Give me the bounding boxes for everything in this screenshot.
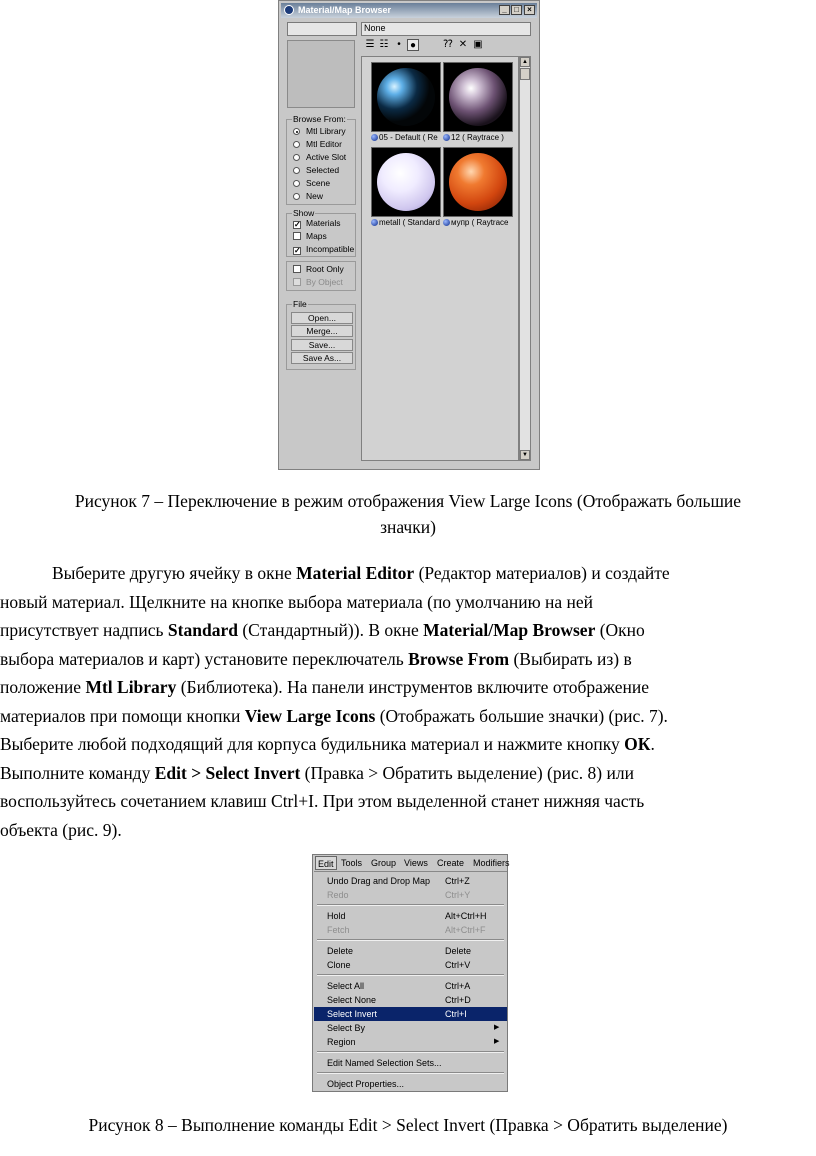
material-map-browser-window [278, 0, 540, 470]
checkmark-icon: ✓ [294, 246, 301, 255]
menu-separator [317, 1051, 504, 1053]
material-thumbnail[interactable] [371, 147, 441, 217]
checkbox-by-object: By Object [293, 276, 343, 288]
figure-8-caption: Рисунок 8 – Выполнение команды Edit > Select Invert (Правка > Обратить выделение) [88, 1115, 728, 1135]
material-label: 05 - Default ( Re [371, 133, 441, 143]
material-label: мупр ( Raytrace [443, 218, 515, 228]
menu-item-object-properties[interactable]: Object Properties... [327, 1079, 405, 1089]
radio-selected[interactable]: Selected [293, 164, 339, 176]
menu-item-delete[interactable]: Delete Delete [327, 946, 472, 956]
radio-icon [293, 180, 300, 187]
menu-edit[interactable]: Edit [315, 856, 337, 870]
minimize-icon[interactable]: _ [499, 5, 510, 15]
checkbox-incompatible[interactable]: ✓ Incompatible [294, 244, 355, 255]
material-name-input[interactable] [287, 22, 357, 36]
radio-icon [293, 154, 300, 161]
menu-item-select-all[interactable]: Select All Ctrl+A [327, 981, 471, 991]
menu-item-hold[interactable]: Hold Alt+Ctrl+H [327, 911, 487, 921]
menu-item-select-none[interactable]: Select None Ctrl+D [327, 995, 471, 1005]
view-large-icons-icon[interactable]: ● [407, 39, 419, 51]
material-thumbnail-grid [361, 56, 519, 461]
save-as-button[interactable]: Save As... [291, 352, 353, 364]
material-sphere-preview [449, 68, 507, 126]
checkbox-materials[interactable]: ✓ Materials [294, 218, 341, 229]
menu-group[interactable]: Group [371, 858, 397, 868]
menu-item-undo[interactable]: Undo Drag and Drop Map Ctrl+Z [327, 876, 470, 886]
maximize-icon[interactable]: □ [511, 5, 522, 15]
menu-item-clone[interactable]: Clone Ctrl+V [327, 960, 471, 970]
checkbox-icon [293, 232, 301, 240]
paragraph-line: Выполните команду Edit > Select Invert (Правка > Обратить выделение) (рис. 8) или [0, 762, 634, 783]
show-group [286, 208, 356, 257]
menu-separator [317, 904, 504, 906]
scroll-down-icon[interactable]: ▼ [520, 450, 530, 460]
material-type-field: None [361, 22, 531, 36]
window-titlebar[interactable] [281, 3, 537, 18]
figure-7-caption-line-1: Рисунок 7 – Переключение в режим отображения View Large Icons (Отображать большие [74, 491, 742, 511]
preview-swatch [287, 40, 355, 108]
material-type-icon [371, 134, 378, 141]
radio-active-slot[interactable]: Active Slot [293, 151, 346, 163]
menu-create[interactable]: Create [437, 858, 465, 868]
paragraph-line: Выберите любой подходящий для корпуса будильника материал и нажмите кнопку ОК. [0, 734, 655, 754]
paragraph-line: положение Mtl Library (Библиотека). На панели инструментов включите отображение [0, 677, 650, 697]
file-group [286, 299, 356, 370]
menu-bar [313, 855, 510, 871]
checkbox-icon [293, 265, 301, 273]
material-thumbnail[interactable] [443, 147, 513, 217]
menu-separator [317, 939, 504, 941]
file-title: File [293, 299, 307, 309]
paragraph-line: объекта (рис. 9). [0, 819, 122, 840]
open-button[interactable]: Open... [291, 312, 353, 324]
menu-item-fetch: Fetch Alt+Ctrl+F [327, 925, 486, 935]
radio-mtl-editor[interactable]: Mtl Editor [293, 138, 342, 150]
material-sphere-preview [377, 153, 435, 211]
radio-icon [293, 193, 300, 200]
radio-new[interactable]: New [293, 190, 323, 202]
edit-dropdown [314, 871, 507, 1092]
edit-menu-screenshot [312, 854, 508, 1092]
checkbox-icon [293, 278, 301, 286]
material-label: metall ( Standard [371, 218, 441, 228]
menu-item-redo: Redo Ctrl+Y [327, 890, 471, 900]
figure-7-caption [0, 488, 816, 540]
browse-from-title: Browse From: [293, 114, 346, 124]
radio-scene[interactable]: Scene [293, 177, 330, 189]
submenu-arrow-icon: ▶ [494, 1038, 500, 1045]
paragraph-line: Выберите другую ячейку в окне Material Editor (Редактор материалов) и создайте [52, 563, 670, 583]
checkbox-maps[interactable]: Maps [293, 230, 327, 242]
body-paragraph [0, 559, 816, 844]
menu-item-region[interactable]: Region ▶ [327, 1037, 500, 1047]
material-label: 12 ( Raytrace ) [443, 133, 515, 143]
material-type-icon [443, 134, 450, 141]
clear-material-library-icon[interactable]: ▣ [473, 39, 483, 50]
show-title: Show [293, 208, 315, 218]
view-small-icons-icon[interactable]: • [397, 39, 401, 50]
radio-icon [293, 167, 300, 174]
menu-item-edit-named-selection-sets[interactable]: Edit Named Selection Sets... [327, 1058, 442, 1068]
window-title: Material/Map Browser [298, 5, 392, 15]
radio-icon [293, 141, 300, 148]
material-type-icon [371, 219, 378, 226]
close-icon[interactable]: × [524, 5, 535, 15]
view-list-icon[interactable]: ☰ [365, 39, 375, 50]
paragraph-line: новый материал. Щелкните на кнопке выбора материала (по умолчанию на ней [0, 591, 594, 612]
radio-selected-icon [293, 128, 300, 135]
checkmark-icon: ✓ [294, 220, 301, 229]
paragraph-line: присутствует надпись Standard (Стандартный)). В окне Material/Map Browser (Окно [0, 620, 645, 640]
paragraph-line: воспользуйтесь сочетанием клавиш Ctrl+I. При этом выделенной станет нижняя часть [0, 791, 645, 811]
delete-from-library-icon[interactable]: ✕ [458, 39, 468, 50]
figure-7-caption-line-2: значки) [380, 517, 436, 537]
menu-views[interactable]: Views [404, 858, 428, 868]
merge-button[interactable]: Merge... [291, 325, 353, 337]
update-scene-materials-icon[interactable]: ⁇ [443, 39, 453, 50]
radio-mtl-library[interactable]: Mtl Library [293, 125, 346, 137]
paragraph-line: выбора материалов и карт) установите переключатель Browse From (Выбирать из) в [0, 648, 632, 669]
material-type-icon [443, 219, 450, 226]
paragraph-line: материалов при помощи кнопки View Large Icons (Отображать большие значки) (рис. 7). [0, 705, 668, 726]
app-icon [284, 5, 294, 15]
menu-item-select-by[interactable]: Select By ▶ [327, 1023, 500, 1033]
material-sphere-preview [449, 153, 507, 211]
menu-item-select-invert[interactable]: Select Invert Ctrl+I [314, 1007, 507, 1021]
root-options-group [286, 261, 356, 291]
scroll-up-icon[interactable]: ▲ [520, 57, 530, 67]
material-thumbnail[interactable] [443, 62, 513, 132]
vertical-scrollbar[interactable] [519, 56, 531, 461]
view-list-icons-icon[interactable]: ☷ [379, 39, 389, 50]
checkbox-root-only[interactable]: Root Only [293, 263, 344, 275]
menu-tools[interactable]: Tools [341, 858, 363, 868]
menu-modifiers[interactable]: Modifiers [473, 858, 510, 868]
material-sphere-preview [377, 68, 435, 126]
menu-separator [317, 1072, 504, 1074]
browse-from-group [286, 114, 356, 205]
submenu-arrow-icon: ▶ [494, 1024, 500, 1031]
material-thumbnail[interactable] [371, 62, 441, 132]
menu-separator [317, 974, 504, 976]
save-button[interactable]: Save... [291, 339, 353, 351]
scroll-thumb[interactable] [520, 68, 530, 80]
